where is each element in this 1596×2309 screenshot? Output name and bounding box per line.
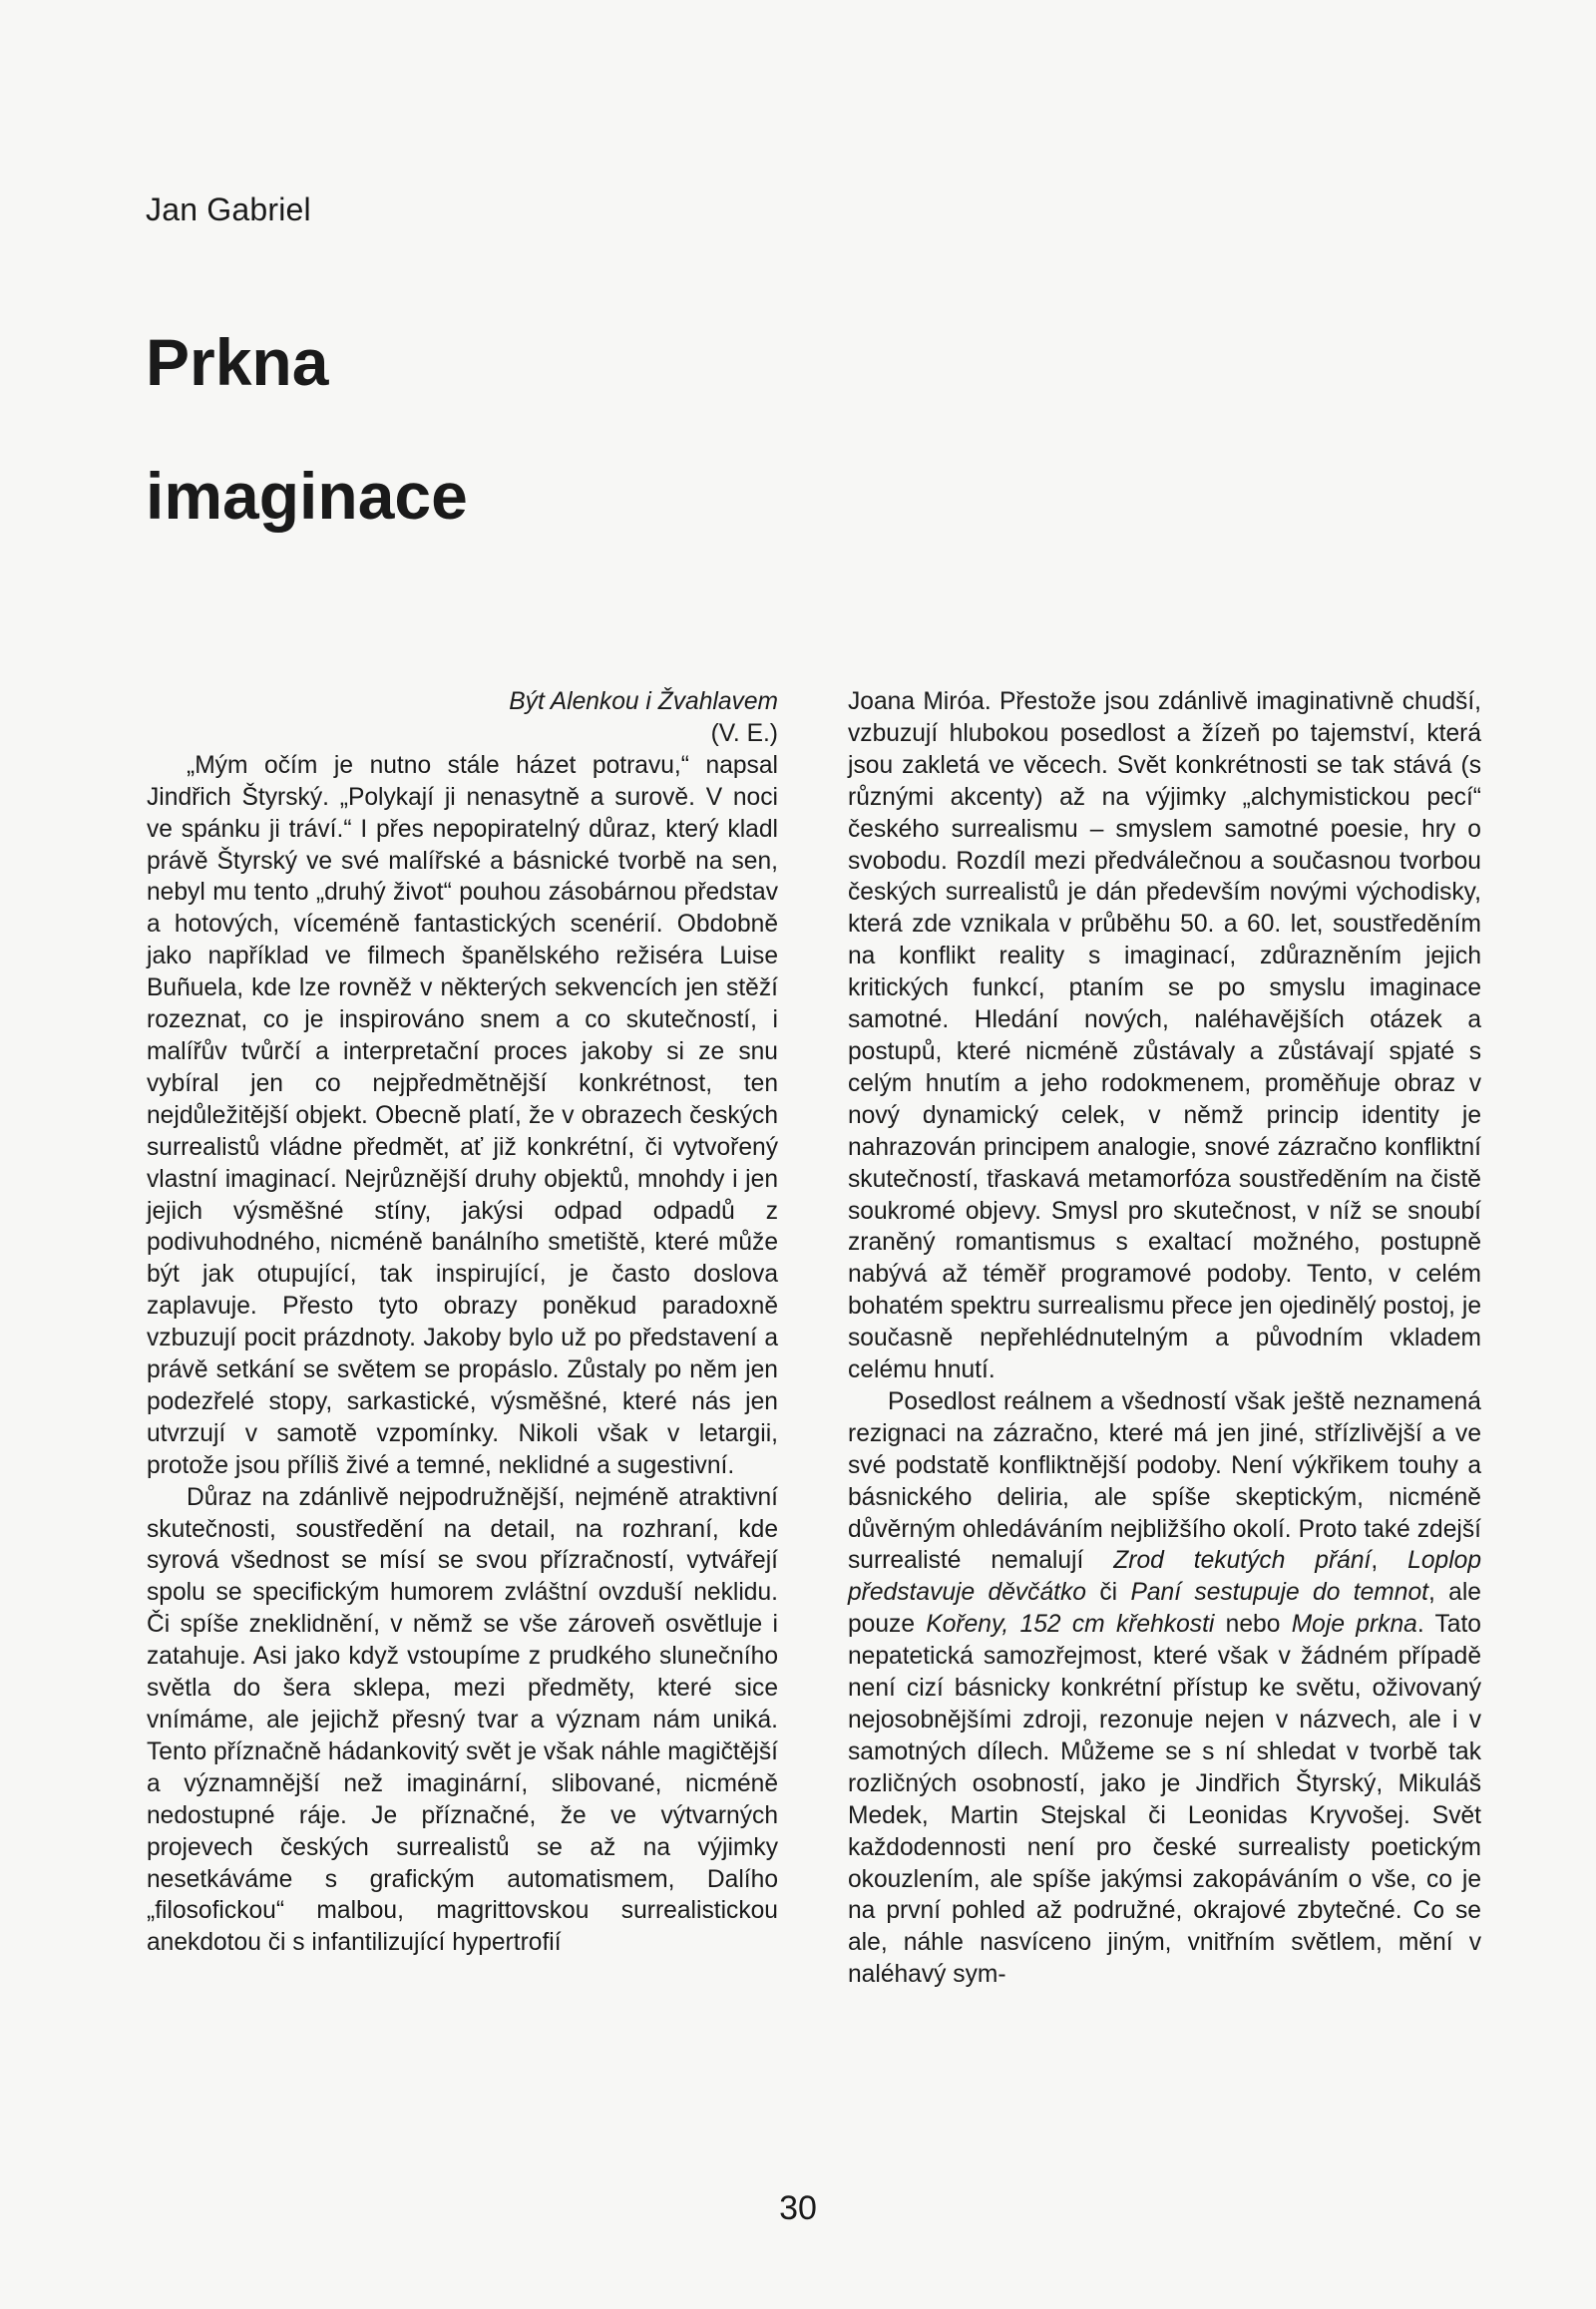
- artwork-title-5: Moje prkna: [1291, 1611, 1417, 1639]
- title-line-1: Prkna: [146, 325, 329, 399]
- artwork-title-3: Paní sestupuje do temnot: [1130, 1579, 1428, 1607]
- left-column: [147, 686, 778, 1959]
- right-paragraph-2-end: . Tato nepatetická samozřejmost, které však v žádném případě není cizí básnicky konkrétní přístup ke světu, oživovaný nejosobnějšími zdroji, rezonuje nejen v názvech, ale i v samotných dílech. Můžeme se s ní shledat v tvorbě tak rozličných osobností, jako je Jindřich Štyrský, Mikuláš Medek, Martin Stejskal či Leonidas Kryvošej. Svět každodennosti není pro české surrealisty poetickým okouzlením, ale spíše jakýmsi zakopáváním o vše, co je na první pohled až podružné, okrajové zbytečné. Co se ale, náhle nasvíceno jiným, vnitřním světlem, mění v naléhavý sym-: [848, 1611, 1481, 1989]
- right-column: [848, 686, 1481, 1991]
- separator: či: [1085, 1579, 1131, 1607]
- artwork-title-4: Kořeny, 152 cm křehkosti: [926, 1611, 1215, 1639]
- separator: nebo: [1214, 1611, 1292, 1639]
- author-name: Jan Gabriel: [146, 192, 311, 227]
- right-paragraph-2: [848, 1386, 1481, 1991]
- separator: ,: [1371, 1547, 1408, 1575]
- artwork-title-2: Loplop představuje děvčátko: [848, 1547, 1482, 1607]
- motto-text: Být Alenkou i Žvahlavem: [509, 688, 778, 715]
- page-number: 30: [779, 2189, 817, 2227]
- left-paragraph-2: Důraz na zdánlivě nejpodružnější, nejméně atraktivní skutečnosti, soustředění na detail, na rozhraní, kde syrová všednost se mísí se svou přízračností, vytvářejí spolu se specifickým humorem zvláštní ovzduší neklidu. Či spíše zneklidnění, v němž se vše zároveň osvětluje i zatahuje. Asi jako když vstoupíme z prudkého slunečního světla do šera sklepa, mezi předměty, které sice vnímáme, ale jejichž přesný tvar a význam nám uniká. Tento příznačně hádankovitý svět je však náhle magičtější a významnější než imaginární, slibované, nicméně nedostupné ráje. Je příznačné, že ve výtvarných projevech českých surrealistů se až na výjimky nesetkáváme s grafickým automatismem, Dalího „filosofickou“ malbou, magrittovskou surrealistickou anekdotou či s infantilizující hypertrofií: [147, 1483, 778, 1957]
- right-paragraph-1: Joana Miróa. Přestože jsou zdánlivě imaginativně chudší, vzbuzují hlubokou posedlost a žízeň po tajemství, která jsou zakletá ve věcech. Svět konkrétnosti se tak stává (s různými akcenty) až na výjimky „alchymistickou pecí“ českého surrealismu – smyslem samotné poesie, hry o svobodu. Rozdíl mezi předválečnou a současnou tvorbou českých surrealistů je dán především novými východisky, která zde vznikala v průběhu 50. a 60. let, soustředěním na konflikt reality s imaginací, zdůrazněním jejich kritických funkcí, ptaním se po smyslu imaginace samotné. Hledání nových, naléhavějších otázek a postupů, které nicméně zůstávaly a zůstávají spjaté s celým hnutím a jeho rodokmenem, proměňuje obraz v nový dynamický celek, v němž princip identity je nahrazován principem analogie, snové zázračno konfliktní skutečností, třaskavá metamorfóza soustředěním na čistě soukromé objevy. Smysl pro skutečnost, v níž se snoubí zraněný romantismus s exaltací možného, postupně nabývá až téměř programové podoby. Tento, v celém bohatém spektru surrealismu přece jen ojedinělý postoj, je současně nepřehlédnutelným a původním vkladem celému hnutí.: [848, 688, 1481, 1384]
- motto-attribution: (V. E.): [710, 719, 778, 747]
- right-paragraph-2-start: Posedlost reálnem a všedností však ještě neznamená rezignaci na zázračno, které má jen jiné, střízlivější a ve své podstatě konfliktnější podoby. Není výkřikem touhy a básnického deliria, ale spíše skeptickým, nicméně důvěrným ohledáváním nejbližšího okolí. Proto také zdejší surrealisté nemalují: [848, 1387, 1481, 1575]
- article-title: [146, 295, 468, 563]
- title-line-2: imaginace: [146, 459, 468, 533]
- artwork-title-1: Zrod tekutých přání: [1113, 1547, 1372, 1575]
- separator: , ale pouze: [848, 1579, 1481, 1639]
- left-paragraph-1: „Mým očím je nutno stále házet potravu,“ napsal Jindřich Štyrský. „Polykají ji nenasytně a surově. V noci ve spánku ji tráví.“ I přes nepopiratelný důraz, který kladl právě Štyrský ve své malířské a básnické tvorbě na sen, nebyl mu tento „druhý život“ pouhou zásobárnou představ a hotových, víceméně fantastických scenérií. Obdobně jako například ve filmech španělského režiséra Luise Buñuela, kde lze rovněž v některých sekvencích jen stěží rozeznat, co je inspirováno snem a co skutečností, i malířův tvůrčí a interpretační proces jakoby si ze snu vybíral jen co nejpředmětnější konkrétnost, ten nejdůležitější objekt. Obecně platí, že v obrazech českých surrealistů vládne předmět, ať již konkrétní, či vytvořený vlastní imaginací. Nejrůznější druhy objektů, mnohdy i jen jejich výsměšné stíny, jakýsi odpad odpadů z podivuhodného, nicméně banálního smetiště, které může být jak otupující, tak inspirující, je často doslova zaplavuje. Přesto tyto obrazy poněkud paradoxně vzbuzují pocit prázdnoty. Jakoby bylo už po představení a právě setkání se světem se propáslo. Zůstaly po něm jen podezřelé stopy, sarkastické, výsměšné, které nás jen utvrzují v samotě vzpomínky. Nikoli však v letargii, protože jsou příliš živé a temné, neklidné a sugestivní.: [147, 751, 778, 1479]
